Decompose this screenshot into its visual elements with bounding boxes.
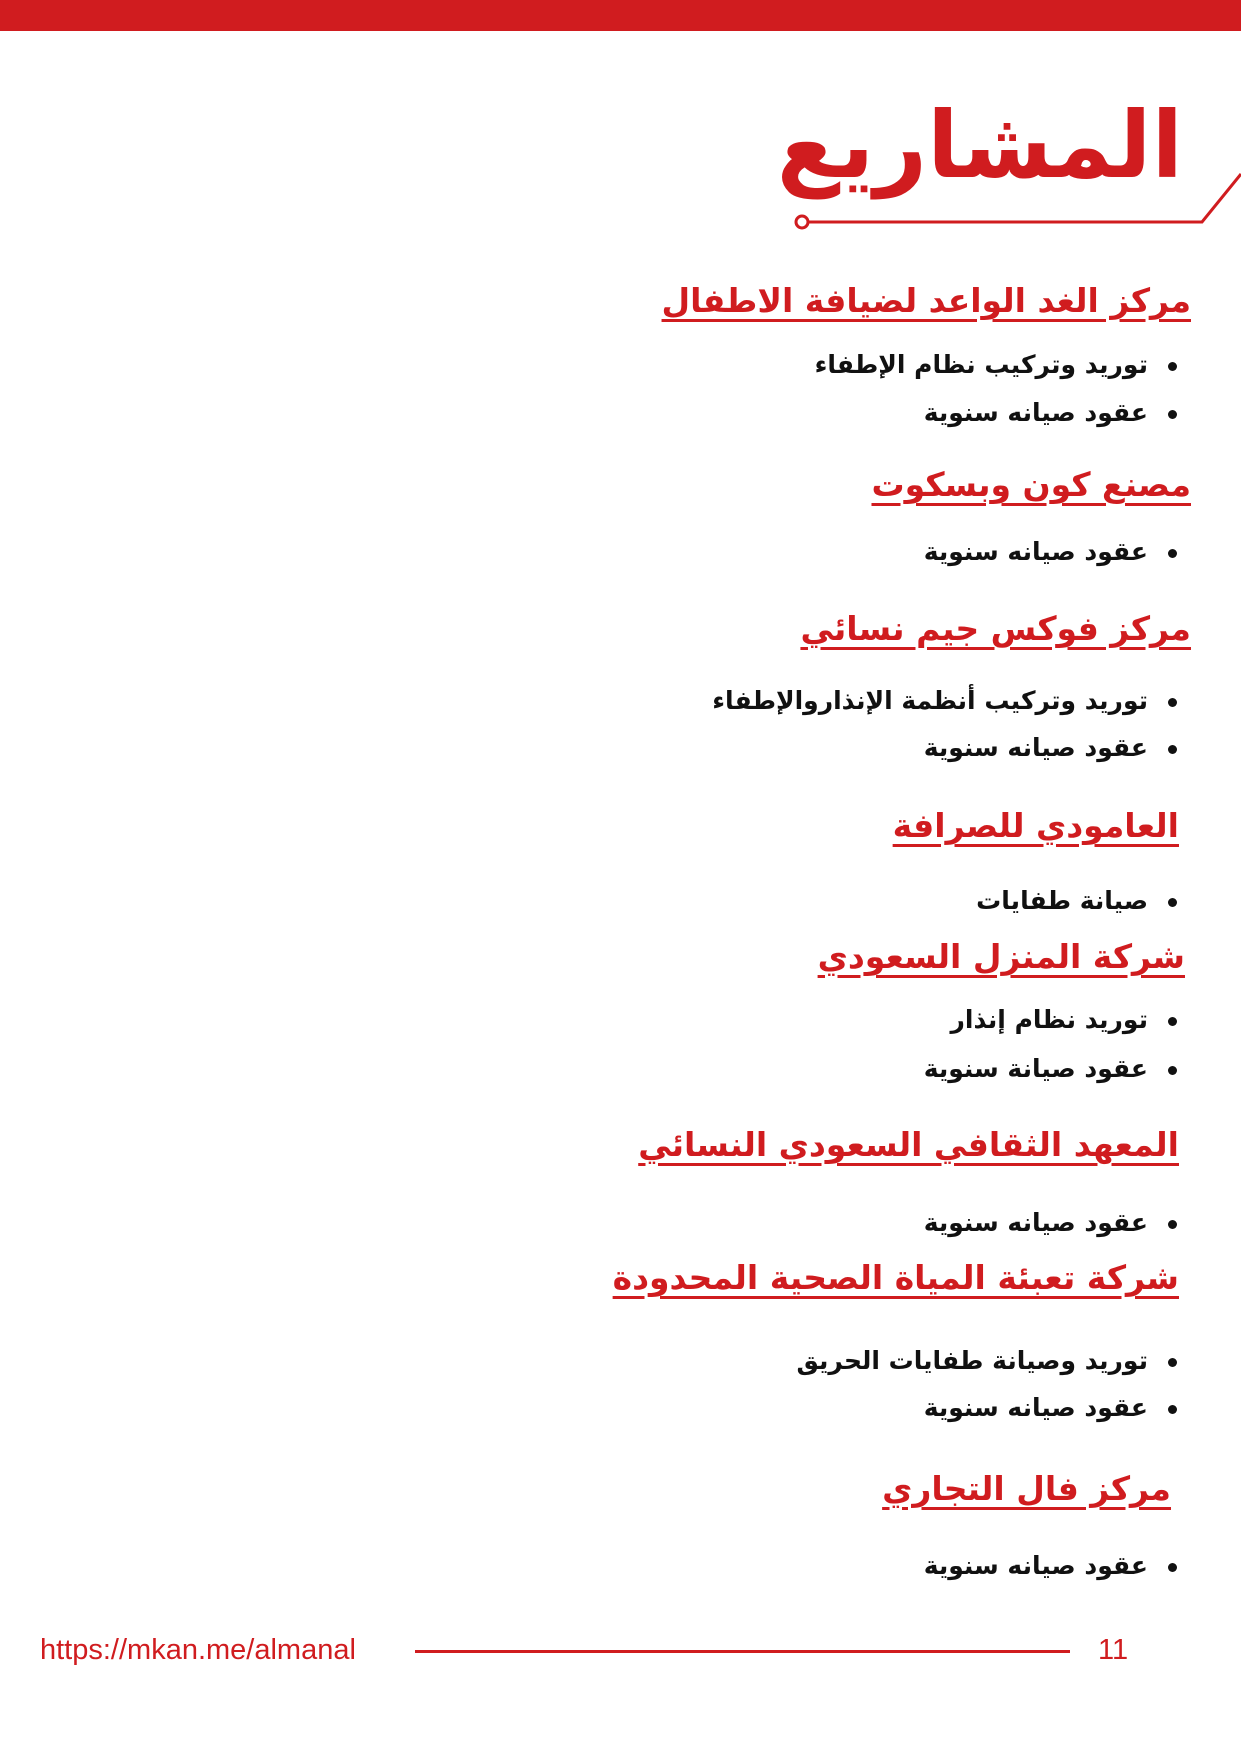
page-title: المشاريع [776, 92, 1183, 199]
project-title: مصنع كون وبسكوت [871, 465, 1191, 504]
bullet-icon [1168, 1563, 1177, 1572]
list-item [796, 1346, 1177, 1376]
list-item-text: عقود صيانه سنوية [923, 1393, 1148, 1422]
footer-divider [415, 1650, 1070, 1653]
list-item [924, 1054, 1177, 1084]
project-title: مركز فوكس جيم نسائي [800, 609, 1191, 648]
list-item [924, 1208, 1177, 1238]
list-item [976, 886, 1177, 916]
list-item-text: عقود صيانه سنوية [923, 537, 1148, 566]
footer-url[interactable]: https://mkan.me/almanal [40, 1634, 356, 1666]
page-number: 11 [1098, 1634, 1129, 1666]
bullet-icon [1168, 1017, 1177, 1026]
bullet-icon [1168, 1220, 1177, 1229]
list-item-text: توريد وتركيب أنظمة الإنذاروالإطفاء [712, 686, 1148, 715]
list-item-text: توريد وصيانة طفايات الحريق [796, 1346, 1148, 1375]
list-item-text: عقود صيانه سنوية [923, 1208, 1148, 1237]
bullet-icon [1168, 698, 1177, 707]
bullet-icon [1168, 1358, 1177, 1367]
bullet-icon [1168, 898, 1177, 907]
list-item [712, 686, 1177, 716]
list-item [924, 1393, 1177, 1423]
list-item [951, 1005, 1178, 1035]
list-item-text: توريد نظام إنذار [950, 1005, 1148, 1034]
bullet-icon [1168, 549, 1177, 558]
list-item-text: عقود صيانه سنوية [923, 733, 1148, 762]
list-item [924, 537, 1177, 567]
project-title: مركز الغد الواعد لضيافة الاطفال [661, 281, 1191, 320]
list-item [924, 398, 1177, 428]
project-title: شركة تعبئة المياة الصحية المحدودة [612, 1258, 1179, 1297]
bullet-icon [1168, 1066, 1177, 1075]
bullet-icon [1168, 1405, 1177, 1414]
project-title: العامودي للصرافة [892, 806, 1179, 845]
bullet-icon [1168, 362, 1177, 371]
list-item-text: عقود صيانه سنوية [923, 1551, 1148, 1580]
bullet-icon [1168, 410, 1177, 419]
list-item-text: صيانة طفايات [976, 886, 1148, 915]
list-item-text: عقود صيانه سنوية [923, 398, 1148, 427]
list-item [815, 350, 1177, 380]
project-title: شركة المنزل السعودي [817, 937, 1185, 976]
project-title: مركز فال التجاري [882, 1469, 1171, 1508]
project-title: المعهد الثقافي السعودي النسائي [638, 1125, 1179, 1164]
bullet-icon [1168, 745, 1177, 754]
list-item-text: توريد وتركيب نظام الإطفاء [814, 350, 1148, 379]
list-item-text: عقود صيانة سنوية [923, 1054, 1148, 1083]
list-item [924, 1551, 1177, 1581]
list-item [924, 733, 1177, 763]
